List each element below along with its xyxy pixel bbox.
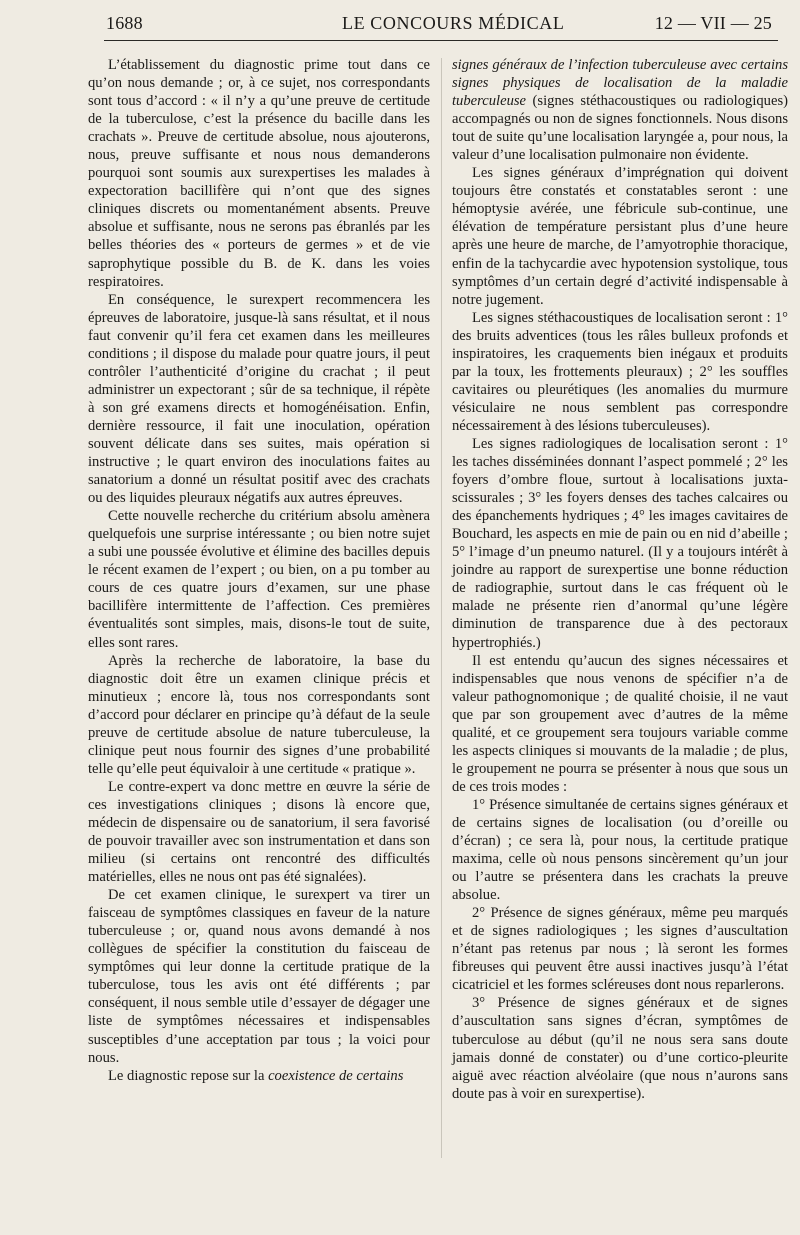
paragraph: 2° Présence de signes généraux, même peu marqués et de signes radiologiques ; les signes d’auscultation n’étant pas retenus par nous ; là seront les formes fibreuses qui peuvent être aussi inactives jusqu’à l’état cicatriciel et les formes scléreuses dont nous reparlerons. <box>452 905 788 994</box>
paragraph: Après la recherche de laboratoire, la base du diagnostic doit être un examen clinique précis et minutieux ; encore là, tous nos correspondants sont d’accord pour déclarer en principe qu’à défaut de la seule preuve de certitude absolue de nature tuberculeuse, la clinique peut nous fournir des signes d’une probabilité telle qu’elle peut équivaloir à une certitude « pratique ». <box>88 652 430 777</box>
column-divider <box>441 58 442 1158</box>
journal-title: LE CONCOURS MÉDICAL <box>342 13 565 33</box>
right-column <box>452 56 788 1103</box>
paragraph: 3° Présence de signes généraux et de signes d’auscultation sans signes d’écran, symptômes de tuberculose au début (qu’il ne nous sera sans doute jamais donné de constater) ou d’une cortico-pleurite aiguë avec réaction alvéolaire (que nous n’aurons sans doute pas à voir en surexpertise). <box>452 995 788 1102</box>
paragraph: L’établissement du diagnostic prime tout dans ce qu’on nous demande ; or, à ce sujet, nos correspondants sont tous d’accord : « il n’y a qu’une preuve de certitude de la tuberculose, c’est la présence du bacille dans les crachats ». Preuve de certitude absolue, nous ajouterons, nous, preuve suffisante et nous nous demanderons pourquoi sont soumis aux surexpertises les malades à expectoration bacillifère qui n’ont que des signes cliniques discrets ou momentanément absents. Preuve absolue et suffisante, nous ne serons pas ébranlés par les belles théories des « porteurs de germes » et de vie saprophytique possible du B. de K. dans les voies respiratoires. <box>88 57 430 290</box>
italic-run: coexistence de certains <box>268 1067 404 1084</box>
paragraph: Le contre-expert va donc mettre en œuvre la série de ces investigations cliniques ; disons là encore que, médecin de dispensaire ou de sanatorium, il sera favorisé de pouvoir travailler avec son instrumentation et dans son milieu (si certains ont rencontré des difficultés matérielles, elles ne nous ont pas été signalées). <box>88 778 430 886</box>
paragraph: 1° Présence simultanée de certains signes généraux et de certains signes de localisation (ou d’oreille ou d’écran) ; ce sera là, pour nous, la certitude pratique maxima, celle où nous pensons sincèrement qu’un jour ou l’autre se présentera dans les crachats la preuve absolue. <box>452 796 788 904</box>
paragraph: signes généraux de l’infection tuberculeuse avec certains signes physiques de localisation de la maladie tuberculeuse (signes stéthacoustiques ou radiologiques) accompagnés ou non de signes fonctionnels. Nous disons tout de suite qu’une localisation laryngée a, pour nous, la valeur d’une localisation pulmonaire non évidente. <box>452 57 788 164</box>
paragraph: En conséquence, le surexpert recommencera les épreuves de laboratoire, jusque-là sans résultat, et il nous faut convenir qu’il fera cet examen dans les meilleures conditions ; il dispose du malade pour quatre jours, il peut contrôler l’authenticité d’origine du crachat ; il peut administrer un expectorant ; sûr de sa technique, il répète à son gré examens directs et homogénéisation. Enfin, dernière ressource, il fait une inoculation, opération souvent délicate dans ses suites, mais opération si instructive ; le quart environ des inoculations faites au sanatorium a donné un résultat positif avec des crachats ou des liquides pleuraux négatifs aux autres épreuves. <box>88 291 430 507</box>
paragraph: De cet examen clinique, le surexpert va tirer un faisceau de symptômes classiques en faveur de la nature tuberculeuse ; or, quand nous avons demandé à nos collègues de spécifier la constitution du faisceau de symptômes qui leur donne la certitude pratique de la tuberculose, tous les avis ont été différents ; par conséquent, il nous semble utile d’essayer de dégager une liste de symptômes nécessaires et indispensables susceptibles d’une acceptation par tous ; la voici pour nous. <box>88 887 430 1066</box>
paragraph: Le diagnostic repose sur la coexistence de certains <box>108 1067 404 1084</box>
header-rule <box>104 40 778 41</box>
paragraph: Les signes radiologiques de localisation seront : 1° les taches disséminées donnant l’aspect pommelé ; 2° les foyers d’ombre floue, surtout à localisations juxta-scissurales ; 3° les foyers denses des taches calcaires ou des épanchements hydriques ; 4° les images cavitaires de Bouchard, les aspects en mie de pain ou en nid d’abeille ; 5° l’image d’un pneumo naturel. (Il y a toujours intérêt à joindre au rapport de surexpertise une bonne réduction de radiographie, surtout dans le cas fréquent où le malade ne présente rien d’anormal qu’une légère diminution de transparence due à des pectoraux hypertrophiés.) <box>452 435 788 651</box>
paragraph: Il est entendu qu’aucun des signes nécessaires et indispensables que nous venons de spécifier n’a de valeur pathognomonique ; de qualité choisie, il ne vaut que par son groupement avec d’autres de la même qualité, et ce groupement sera toujours variable comme les aspects cliniques si mouvants de la maladie ; de plus, le groupement ne pourra se présenter à nous que sous un de ces trois modes : <box>452 652 788 795</box>
paragraph: Les signes généraux d’imprégnation qui doivent toujours être constatés et constatables seront : une hémoptysie avérée, une fébricule sub-continue, une élévation de température persistant plus d’une heure après une heure de marche, de l’amyotrophie thoracique, enfin de la tachycardie avec hypotension systolique, tous symptômes d’un certain degré d’activité indispensable à notre jugement. <box>452 165 788 308</box>
left-column <box>88 56 430 1085</box>
paragraph: Cette nouvelle recherche du critérium absolu amènera quelquefois une surprise intéressante ; ou bien notre sujet a subi une poussée évolutive et élimine des bacilles depuis le récent examen de l’expert ; ou bien, on a pu tomber au cours de ces quatre jours d’examen, sur une phase bacillifère intermittente de l’affection. Ces premières éventualités sont simples, mais, disons-le tout de suite, elles sont rares. <box>88 508 430 651</box>
page-header <box>106 10 772 36</box>
italic-run: signes généraux de l’infection tuberculeuse avec certains signes physiques de localisation de la maladie tuberculeuse <box>452 57 788 110</box>
page-number: 1688 <box>106 13 143 33</box>
paragraph: Les signes stéthacoustiques de localisation seront : 1° des bruits adventices (tous les râles bulleux profonds et inspiratoires, les craquements bien inégaux et produits par la toux, les frottements pleuraux) ; 2° les souffles cavitaires ou pleurétiques (les anomalies du murmure vésiculaire ne nous semblent pas correspondre nécessairement à des lésions tuberculeuses). <box>452 309 788 434</box>
issue-date: 12 — VII — 25 <box>654 13 772 33</box>
